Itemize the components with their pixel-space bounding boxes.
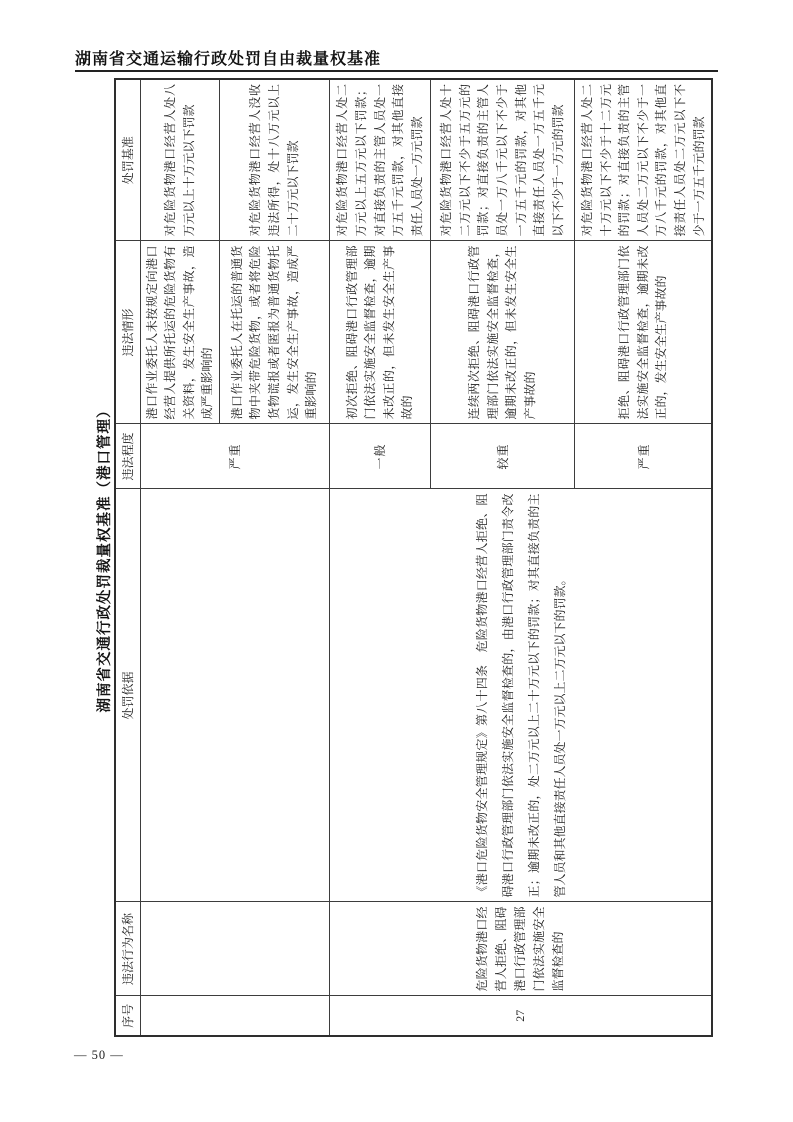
cell-degree-severe: 严重	[574, 424, 712, 489]
page-number: — 50 —	[74, 1048, 124, 1062]
cell-standard-carryover-1: 对危险货物港口经营人处八万元以上十万元以下罚款	[140, 79, 219, 241]
penalty-standards-table	[114, 78, 713, 1037]
table-title: 湖南省交通行政处罚裁量权基准（港口管理）	[97, 402, 113, 713]
cell-standard-serious: 对危险货物港口经营人处十二万元以下不少于五万元的罚款；对直接负责的主管人员处一万八千元以下不少于一万五千元的罚款，对其他直接责任人员处一万五千元以下不少于一万元的罚款	[430, 79, 574, 241]
header-standard: 处罚基准	[115, 79, 140, 241]
cell-standard-carryover-2: 对危险货物港口经营人没收违法所得，处十八万元以上二十万元以下罚款	[219, 79, 329, 241]
cell-basis-27: 《港口危险货物安全管理规定》第八十四条 危险货物港口经营人拒绝、阻碍港口行政管理部门依法实施安全监督检查的，由港口行政管理部门责令改正；逾期未改正的，处二万元以上二十万元以下的罚款；对其直接负责的主管人员和其他直接责任人员处一万元以上二万元以下的罚款。	[329, 489, 712, 902]
header-rule	[75, 70, 718, 72]
cell-behavior-27: 危险货物港口经营人拒绝、阻碍港口行政管理部门依法实施安全监督检查的	[329, 902, 712, 996]
cell-circumstance-carryover-1: 港口作业委托人未按规定向港口经营人提供所托运的危险货物有关资料，发生安全生产事故，造成严重影响的	[140, 241, 219, 424]
entry27-row-general	[329, 79, 430, 1036]
header-degree: 违法程度	[115, 424, 140, 489]
cell-circumstance-carryover-2: 港口作业委托人在托运的普通货物中夹带危险货物，或者将危险货物谎报或者匿报为普通货物托运，发生安全生产事故，造成严重影响的	[219, 241, 329, 424]
cell-degree-carryover: 严重	[140, 424, 329, 489]
cell-circumstance-severe: 拒绝、阻碍港口行政管理部门依法实施安全监督检查，逾期未改正的，发生安全生产事故的	[574, 241, 712, 424]
cell-standard-general: 对危险货物港口经营人处二万元以上五万元以下罚款；对直接负责的主管人员处一万五千元罚款，对其他直接责任人员处一万元罚款	[329, 79, 430, 241]
cell-degree-serious: 较重	[430, 424, 574, 489]
cell-circumstance-general: 初次拒绝、阻碍港口行政管理部门依法实施安全监督检查，逾期未改正的，但未发生安全生产事故的	[329, 241, 430, 424]
cell-basis-carryover	[140, 489, 329, 902]
header-basis: 处罚依据	[115, 489, 140, 902]
cell-standard-severe: 对危险货物港口经营人处二十万元以下不少于十二万元的罚款；对直接负责的主管人员处二万元以下不少于一万八千元的罚款，对其他直接责任人员处二万元以下不少于一万五千元的罚款	[574, 79, 712, 241]
cell-degree-general: 一般	[329, 424, 430, 489]
cell-behavior-carryover	[140, 902, 329, 996]
cell-circumstance-serious: 连续两次拒绝、阻碍港口行政管理部门依法实施安全监督检查，逾期未改正的，但未发生安全生产事故的	[430, 241, 574, 424]
header-row	[115, 79, 140, 1036]
header-behavior: 违法行为名称	[115, 902, 140, 996]
rotated-table-block	[93, 78, 706, 1037]
cell-index-27: 27	[329, 996, 712, 1036]
header-circumstance: 违法情形	[115, 241, 140, 424]
carryover-row-1	[140, 79, 219, 1036]
page-header-title: 湖南省交通运输行政处罚自由裁量权基准	[75, 51, 382, 68]
header-index: 序号	[115, 996, 140, 1036]
cell-index-carryover	[140, 996, 329, 1036]
